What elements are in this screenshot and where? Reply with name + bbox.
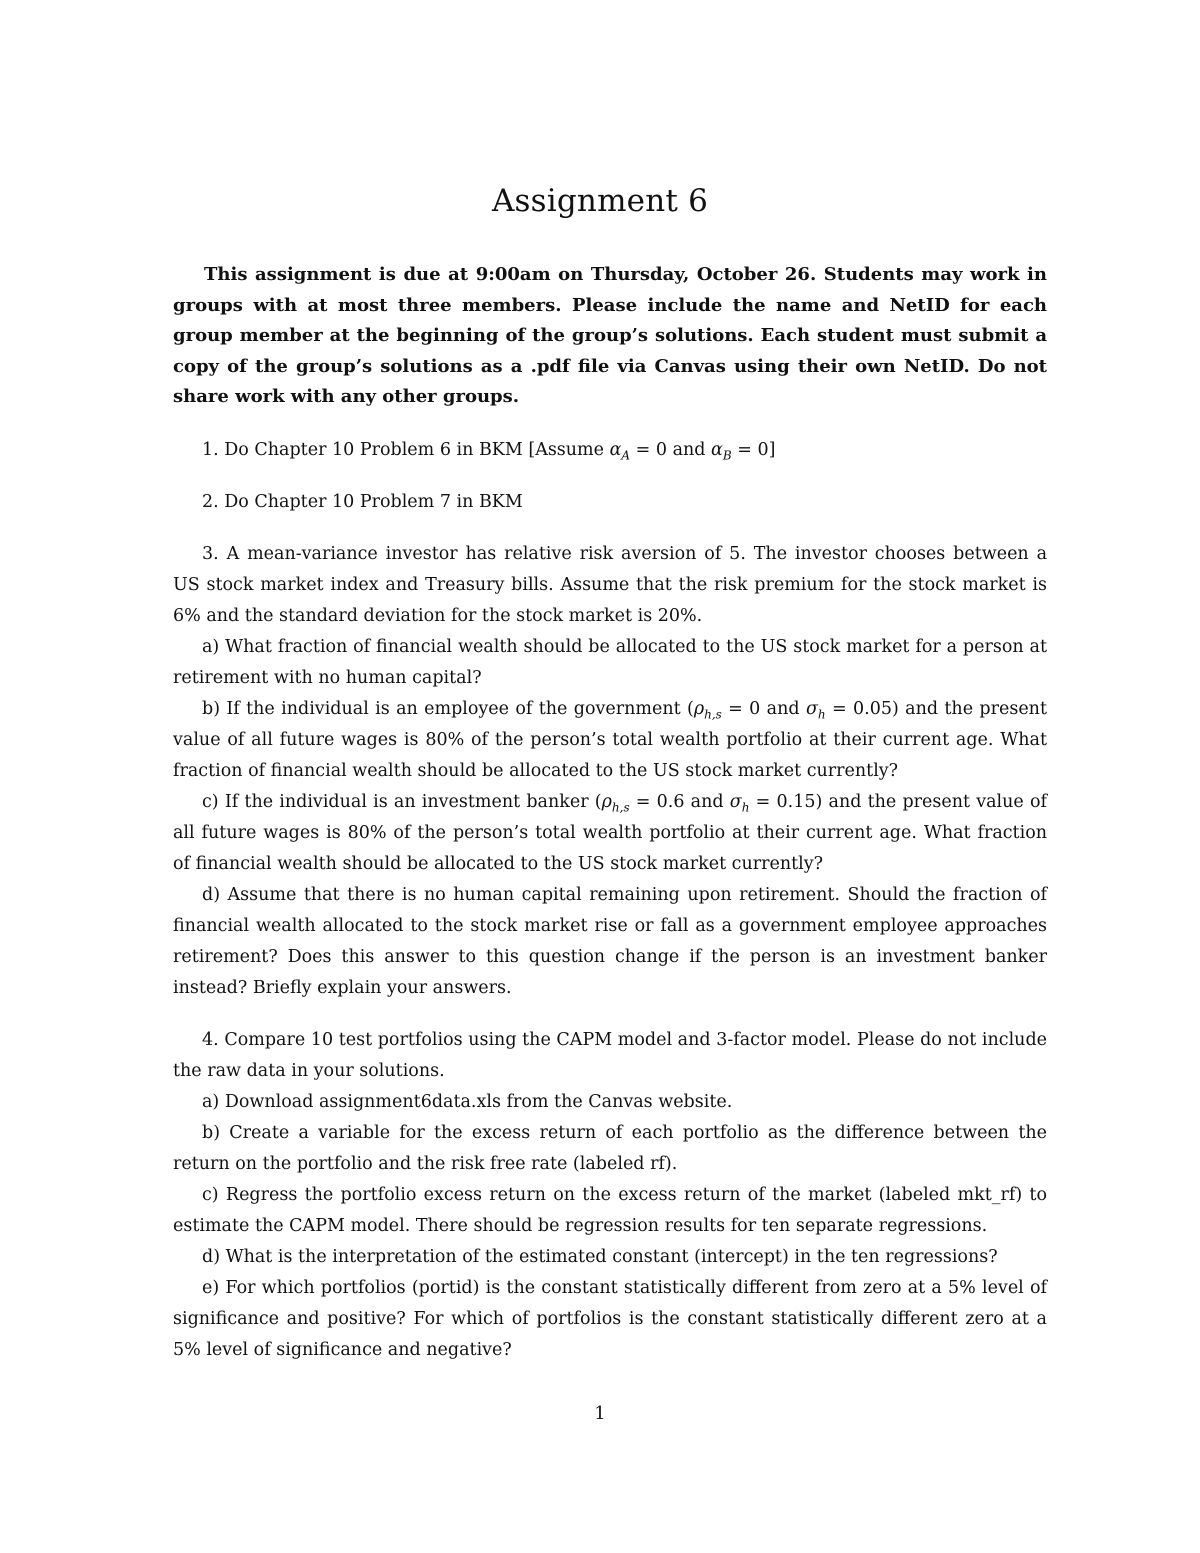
- alpha-b-equation: = 0]: [731, 439, 776, 460]
- alpha-a-equation: = 0 and: [630, 439, 712, 460]
- question-3a: a) What fraction of financial wealth should be allocated to the US stock market for a person at retirement with no human capital?: [173, 636, 1047, 688]
- question-3c-post: = 0.15) and the present value of all future wages is 80% of the person’s total wealth portfolio at their current age. What fraction of financial wealth should be allocated to the US stock market currently?: [173, 791, 1047, 874]
- question-4d: d) What is the interpretation of the estimated constant (intercept) in the ten regressions?: [202, 1246, 998, 1267]
- question-3c-pre: c) If the individual is an investment banker (: [202, 791, 602, 812]
- question-3-stem: 3. A mean-variance investor has relative risk aversion of 5. The investor chooses between a US stock market index and Treasury bills. Assume that the risk premium for the stock market is 6% and the standard deviation for the stock market is 20%.: [173, 543, 1047, 626]
- page-title: Assignment 6: [491, 183, 709, 219]
- question-1: [173, 435, 1047, 466]
- question-3b-post: = 0.05) and the present value of all future wages is 80% of the person’s total wealth portfolio at their current age. What fraction of financial wealth should be allocated to the US stock market currently?: [173, 698, 1047, 781]
- question-1-text: 1. Do Chapter 10 Problem 6 in BKM [Assume: [202, 439, 610, 460]
- intro-paragraph: This assignment is due at 9:00am on Thursday, October 26. Students may work in groups with at most three members. Please include the name and NetID for each group member at the beginning of the group’s solutions. Each student must submit a copy of the group’s solutions as a .pdf file via Canvas using their own NetID. Do not share work with any other groups.: [173, 264, 1047, 408]
- sigma-symbol: σ: [805, 698, 818, 719]
- question-4-stem: 4. Compare 10 test portfolios using the CAPM model and 3-factor model. Please do not include the raw data in your solutions.: [173, 1029, 1047, 1081]
- question-3c-mid: = 0.6 and: [629, 791, 730, 812]
- rho-symbol: ρ: [693, 698, 705, 719]
- alpha-b-subscript: B: [722, 448, 732, 463]
- question-2: 2. Do Chapter 10 Problem 7 in BKM: [202, 491, 523, 512]
- sigma-subscript: h: [741, 800, 750, 815]
- question-4e: e) For which portfolios (portid) is the constant statistically different from zero at a 5% level of significance and positive? For which of portfolios is the constant statistically different zero at a 5% level of significance and negative?: [173, 1277, 1047, 1360]
- sigma-subscript: h: [817, 707, 826, 722]
- sigma-symbol: σ: [729, 791, 742, 812]
- alpha-b-symbol: α: [711, 439, 723, 460]
- alpha-a-symbol: α: [609, 439, 622, 460]
- question-3b: [173, 694, 1047, 787]
- rho-subscript: h,s: [704, 707, 722, 722]
- question-4b: b) Create a variable for the excess return of each portfolio as the difference between the return on the portfolio and the risk free rate (labeled rf).: [173, 1122, 1047, 1174]
- page-number: 1: [594, 1403, 606, 1424]
- alpha-a-subscript: A: [621, 448, 631, 463]
- question-4c: c) Regress the portfolio excess return on the excess return of the market (labeled mkt_rf) to estimate the CAPM model. There should be regression results for ten separate regressions.: [173, 1184, 1047, 1236]
- document-body: [173, 260, 1047, 1366]
- question-3b-pre: b) If the individual is an employee of the government (: [202, 698, 694, 719]
- rho-symbol: ρ: [601, 791, 612, 812]
- question-3c: [173, 787, 1047, 880]
- question-4a: a) Download assignment6data.xls from the Canvas website.: [202, 1091, 733, 1112]
- question-3b-mid: = 0 and: [721, 698, 806, 719]
- rho-subscript: h,s: [611, 800, 630, 815]
- question-3d: d) Assume that there is no human capital remaining upon retirement. Should the fraction of financial wealth allocated to the stock market rise or fall as a government employee approaches retirement? Does this answer to this question change if the person is an investment banker instead? Briefly explain your answers.: [173, 884, 1047, 998]
